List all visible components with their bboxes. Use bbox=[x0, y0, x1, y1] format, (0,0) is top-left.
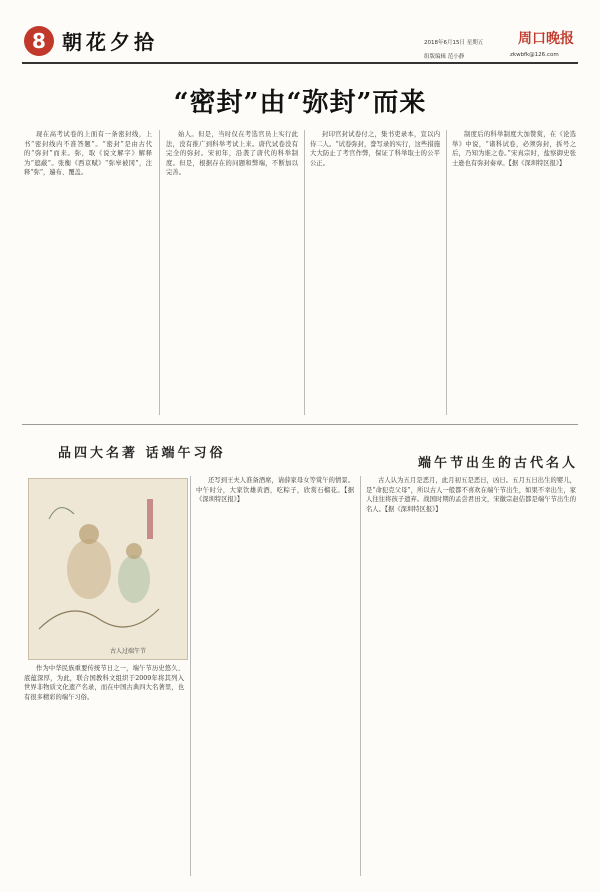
article1-column-1: 现在高考试卷的上面有一条密封线，上书“密封线内不准答题”。“密封”是由古代的“弥封”而来。弥，取《说文解字》解释为“遮蔽”。张衡《西京赋》“弥皋被冈”，注释“弥”，遍布、覆盖。 bbox=[24, 131, 152, 177]
article1-column-2: 始人。但是，当时仅在考选官员上实行此法，没有推广到科举考试上来。唐代试卷没有完全的弥封。宋初年，沿袭了唐代的科举制度。但是，根据存在的问题和弊端，不断加以完善。 bbox=[166, 131, 298, 177]
column-name: 朝花夕拾 bbox=[62, 30, 158, 54]
article3-column-1: 古人认为五月是恶月，此月初五是恶日，凶日。五月五日出生的婴儿，是“命犯克父母”，所以古人一般都不喜欢在端午节出生，如果不幸出生，家人往往将孩子遗弃。战国时期的孟尝君田文，宋徽宗赵佶都是端午节出生的名人。【据《深圳特区报》】 bbox=[366, 477, 576, 513]
article2-column-2: 还写到王夫人准备酒席，请薛家母女等赏午的情景。中午时分，大家饮雄黄酒，吃粽子，欣赏石榴花。【据《深圳特区报》】 bbox=[196, 477, 354, 504]
section-divider bbox=[22, 424, 578, 425]
column-divider bbox=[304, 130, 305, 415]
page-number: 8 bbox=[24, 26, 54, 56]
column-divider bbox=[159, 130, 160, 415]
header-rule bbox=[22, 62, 578, 64]
editor-line: 组版编辑 范小静 bbox=[424, 54, 465, 60]
article1-column-3: 封印官封试卷付之，集书吏录本，宣以内侍二人。“试卷弥封，誊写录的实行，这些措施大大防止了考官作弊，保证了科举取士的公平公正。 bbox=[310, 131, 440, 167]
painting-illustration bbox=[29, 479, 187, 659]
article2-column-1: 作为中华民族重要传统节日之一，端午节历史悠久、底蕴深厚，为此，联合国教科文组织于2009年将其列入世界非物质文化遗产名录，而在中国古典四大名著里，也有很多精彩的端午习俗。 bbox=[24, 665, 184, 701]
article1-column-4: 制度后的科举制度大加赞赏，在《论选举》中说，“诸科试卷，必须弥封，拆号之后，乃知为谁之卷。”宋真宗时，盐察御史张士逊也有弥封奏章。【据《深圳特区报》】 bbox=[452, 131, 576, 167]
page-header bbox=[0, 0, 600, 64]
article1-headline: “密封”由“弥封”而来 bbox=[173, 88, 427, 118]
column-divider bbox=[190, 476, 191, 876]
dragon-boat-painting bbox=[28, 478, 188, 660]
email-address: zkwbfk@126.com bbox=[510, 52, 559, 58]
newspaper-logo: 周口晚报 bbox=[518, 31, 574, 47]
column-divider bbox=[360, 476, 361, 876]
column-divider bbox=[446, 130, 447, 415]
date-line: 2018年6月15日 星期五 bbox=[424, 40, 484, 46]
article3-title: 端午节出生的古代名人 bbox=[418, 456, 579, 471]
painting-caption: 古人过端午节 bbox=[110, 648, 147, 655]
article2-title: 品四大名著 话端午习俗 bbox=[58, 446, 226, 461]
